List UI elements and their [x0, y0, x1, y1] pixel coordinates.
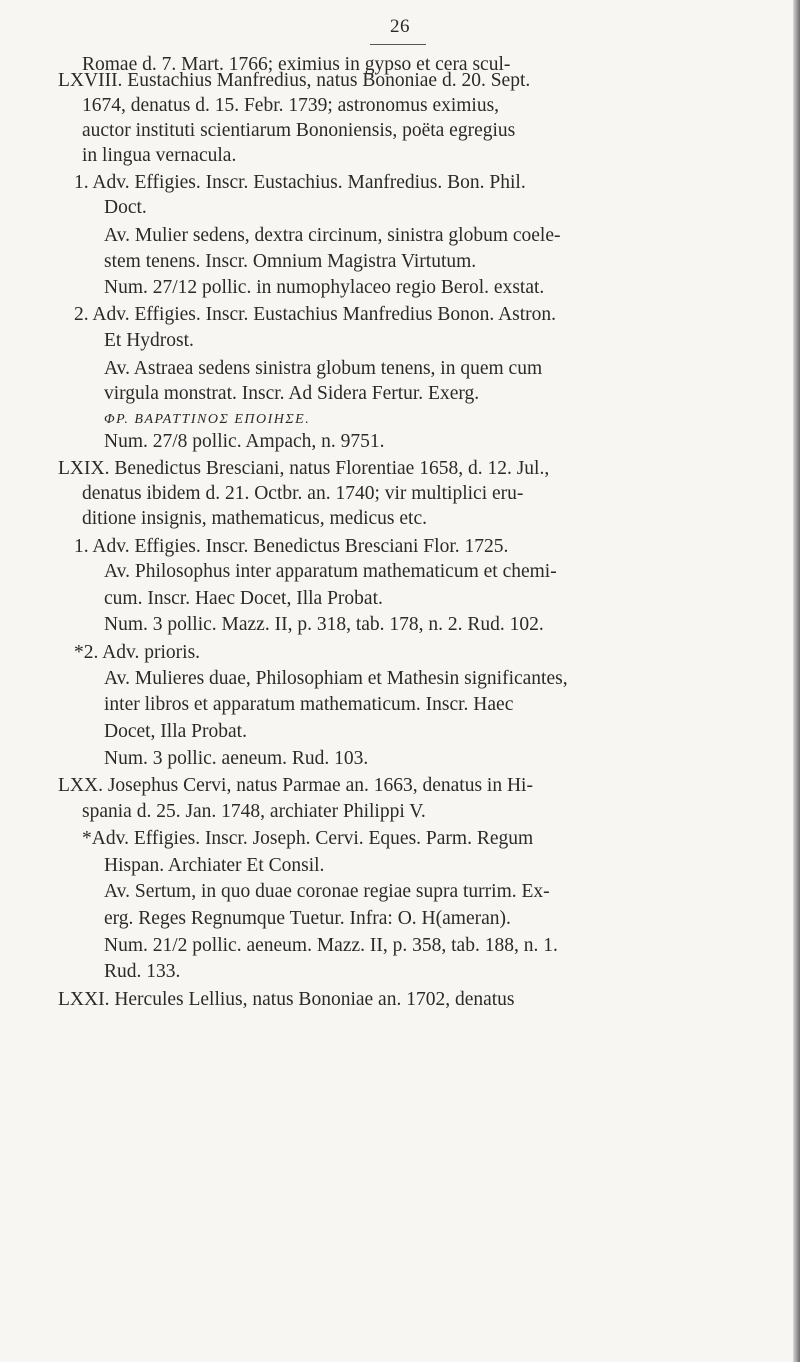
text-line: inter libros et apparatum mathematicum. Inscr. Haec: [104, 694, 514, 715]
text-line: stem tenens. Inscr. Omnium Magistra Virtutum.: [104, 251, 477, 272]
text-line: Av. Mulieres duae, Philosophiam et Mathesin significantes,: [104, 668, 568, 689]
text-line: LXXI. Hercules Lellius, natus Bononiae an. 1702, denatus: [58, 989, 515, 1010]
text-line: ditione insignis, mathematicus, medicus etc.: [82, 508, 427, 529]
text-line: denatus ibidem d. 21. Octbr. an. 1740; vir multiplici eru-: [82, 483, 524, 504]
text-line: Num. 3 pollic. Mazz. II, p. 318, tab. 178, n. 2. Rud. 102.: [104, 614, 544, 635]
text-line: spania d. 25. Jan. 1748, archiater Philippi V.: [82, 801, 426, 822]
text-line: Num. 27/12 pollic. in numophylaceo regio Berol. exstat.: [104, 277, 545, 298]
text-line: in lingua vernacula.: [82, 145, 237, 166]
text-line: *2. Adv. prioris.: [74, 642, 201, 663]
text-line: ΦΡ. ΒΑΡΑΤΤΙΝΟΣ ΕΠΟΙΗΣΕ.: [104, 412, 311, 427]
text-line: Av. Astraea sedens sinistra globum tenens, in quem cum: [104, 358, 543, 379]
text-line: 1. Adv. Effigies. Inscr. Eustachius. Manfredius. Bon. Phil.: [74, 172, 526, 193]
text-line: Av. Mulier sedens, dextra circinum, sinistra globum coele-: [104, 225, 561, 246]
header-rule: [370, 44, 426, 45]
text-line: *Adv. Effigies. Inscr. Joseph. Cervi. Eques. Parm. Regum: [82, 828, 534, 849]
text-line: LXVIII. Eustachius Manfredius, natus Bononiae d. 20. Sept.: [58, 70, 531, 91]
text-line: auctor instituti scientiarum Bononiensis, poëta egregius: [82, 120, 516, 141]
text-line: Romae d. 7. Mart. 1766; eximius in gypso et cera scul-: [82, 54, 511, 75]
text-line: virgula monstrat. Inscr. Ad Sidera Fertur. Exerg.: [104, 383, 480, 404]
text-line: Et Hydrost.: [104, 330, 194, 351]
text-line: Doct.: [104, 197, 147, 218]
text-line: cum. Inscr. Haec Docet, Illa Probat.: [104, 588, 383, 609]
page-edge-shadow: [793, 0, 800, 1362]
text-line: Num. 21/2 pollic. aeneum. Mazz. II, p. 358, tab. 188, n. 1.: [104, 935, 558, 956]
text-line: Docet, Illa Probat.: [104, 721, 247, 742]
text-line: Av. Sertum, in quo duae coronae regiae supra turrim. Ex-: [104, 881, 550, 902]
text-line: Num. 27/8 pollic. Ampach, n. 9751.: [104, 431, 385, 452]
text-line: Rud. 133.: [104, 961, 181, 982]
text-line: erg. Reges Regnumque Tuetur. Infra: O. H(ameran).: [104, 908, 511, 929]
text-line: LXIX. Benedictus Bresciani, natus Florentiae 1658, d. 12. Jul.,: [58, 458, 550, 479]
text-line: 2. Adv. Effigies. Inscr. Eustachius Manfredius Bonon. Astron.: [74, 304, 557, 325]
page-number: 26: [390, 16, 410, 37]
text-line: Av. Philosophus inter apparatum mathematicum et chemi-: [104, 561, 557, 582]
text-line: Hispan. Archiater Et Consil.: [104, 855, 325, 876]
text-line: LXX. Josephus Cervi, natus Parmae an. 1663, denatus in Hi-: [58, 775, 533, 796]
text-line: 1. Adv. Effigies. Inscr. Benedictus Bresciani Flor. 1725.: [74, 536, 509, 557]
text-line: Num. 3 pollic. aeneum. Rud. 103.: [104, 748, 369, 769]
text-line: 1674, denatus d. 15. Febr. 1739; astronomus eximius,: [82, 95, 500, 116]
